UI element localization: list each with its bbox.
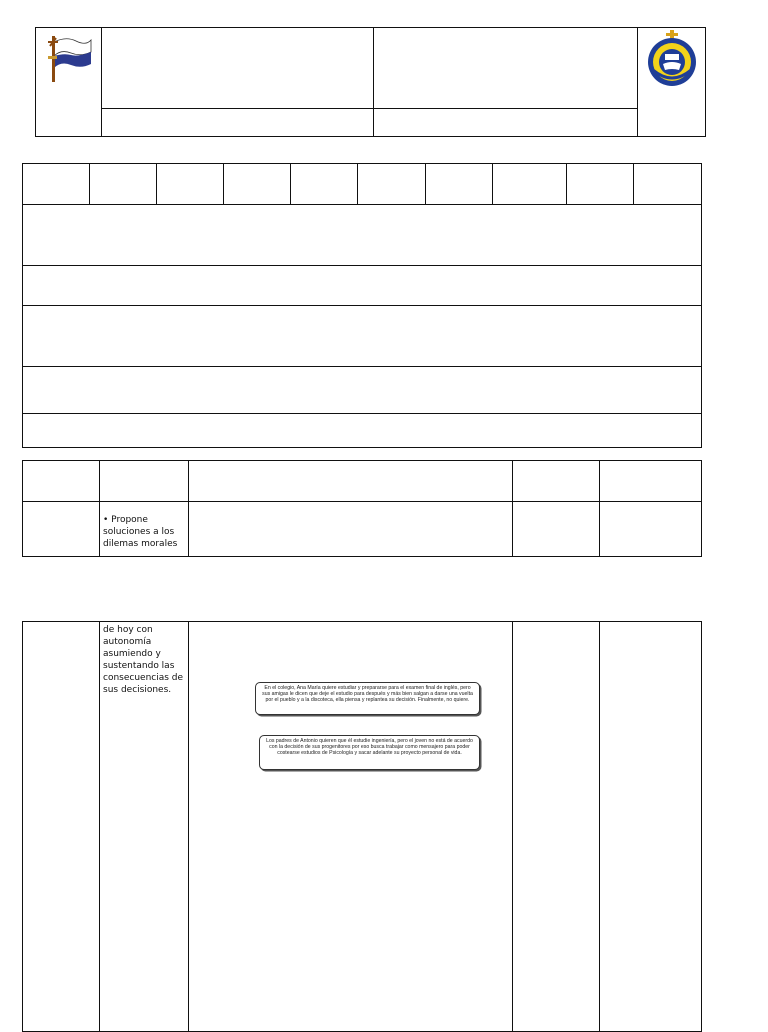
- activities-header-cell: [189, 461, 513, 502]
- activities-header-cell: [600, 461, 702, 502]
- activities-header-cell: [100, 461, 189, 502]
- schedule-header-cell: [90, 164, 157, 205]
- schedule-header-cell: [291, 164, 358, 205]
- seal-icon: [643, 30, 701, 88]
- schedule-row: [23, 306, 702, 367]
- header-table: [35, 27, 706, 137]
- competence-cell: [100, 622, 189, 1032]
- schedule-header-cell: [224, 164, 291, 205]
- header-info-cell: [374, 28, 638, 109]
- schedule-row: [23, 367, 702, 414]
- flag-icon: [46, 32, 92, 84]
- schedule-table: [22, 163, 702, 448]
- schedule-header-cell: [157, 164, 224, 205]
- header-subtitle-cell-right: [374, 109, 638, 137]
- competence-continued-text: de hoy con autonomía asumiendo y sustentando las consecuencias de sus decisiones.: [103, 625, 184, 695]
- dilemma-box-2: Los padres de Antonio quieren que él estudie ingeniería, pero el joven no está de acuerdo con la decisión de sus progenitores por eso busca trabajar como mensajero para poder costearse estudios de Psicología y sacar adelante su proyecto personal de vida.: [259, 735, 480, 770]
- activities-cell: [23, 502, 100, 557]
- activities-cell: [23, 622, 100, 1032]
- schedule-header-cell: [634, 164, 702, 205]
- activities-header-cell: [23, 461, 100, 502]
- schedule-header-cell: [426, 164, 493, 205]
- schedule-header-cell: [23, 164, 90, 205]
- activities-table: [22, 460, 702, 557]
- schedule-row: [23, 266, 702, 306]
- schedule-row: [23, 205, 702, 266]
- schedule-header-cell: [358, 164, 426, 205]
- schedule-row: [23, 414, 702, 448]
- activities-cell: [189, 502, 513, 557]
- header-title-cell: [102, 28, 374, 109]
- activities-cell: [600, 622, 702, 1032]
- schedule-header-cell: [567, 164, 634, 205]
- activities-cell: [600, 502, 702, 557]
- activities-cell: [513, 622, 600, 1032]
- header-subtitle-cell-left: [102, 109, 374, 137]
- competence-cell: [100, 502, 189, 557]
- activities-header-cell: [513, 461, 600, 502]
- activities-cell: [513, 502, 600, 557]
- dilemma-box-1: En el colegio, Ana María quiere estudiar y prepararse para el examen final de inglés, pero sus amigas le dicen que deje el estudio para después y más bien salgan a darse una vuelta por el pueblo y a la discoteca, ella piensa y replantea su decisión. Finalmente, no quiere.: [255, 682, 480, 715]
- competence-text: • Propone soluciones a los dilemas morales: [103, 515, 178, 549]
- schedule-header-cell: [493, 164, 567, 205]
